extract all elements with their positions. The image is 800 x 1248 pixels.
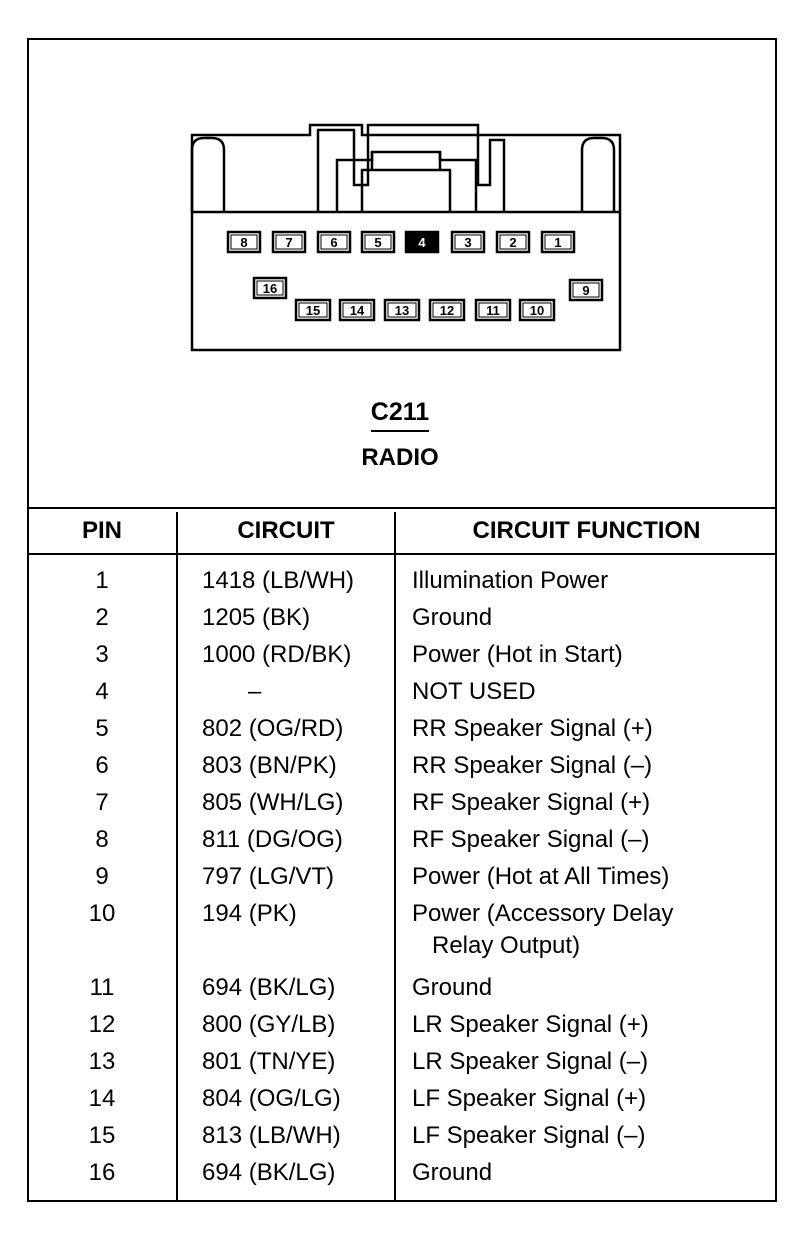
circuit-value: 1000 (RD/BK)	[202, 641, 352, 668]
pin-number: 6	[95, 752, 109, 779]
circuit-function	[412, 787, 650, 819]
connector-pin-16	[254, 278, 286, 298]
table-row	[0, 1009, 800, 1046]
circuit-function-text: Ground	[412, 1159, 493, 1186]
connector-pin-3	[452, 232, 484, 252]
connector-pin-label: 15	[305, 303, 321, 318]
table-row	[0, 676, 800, 713]
pin-number: 1	[95, 567, 109, 594]
connector-pin-label: 12	[439, 303, 455, 318]
circuit-function	[412, 565, 608, 597]
connector-pin-5	[362, 232, 394, 252]
circuit-value: 804 (OG/LG)	[202, 1085, 341, 1112]
circuit-function-text: LR Speaker Signal (–)	[412, 1048, 649, 1075]
table-row	[0, 787, 800, 824]
circuit-function	[412, 1083, 646, 1115]
pin-table	[0, 565, 800, 1194]
connector-pin-label: 1	[554, 235, 562, 250]
connector-pin-10	[520, 300, 554, 320]
table-row	[0, 1083, 800, 1120]
pin-number: 3	[95, 641, 109, 668]
connector-pin-label: 4	[418, 235, 426, 250]
connector-pin-11	[476, 300, 510, 320]
pin-number: 12	[88, 1011, 116, 1038]
table-row	[0, 1157, 800, 1194]
circuit-function	[412, 861, 669, 893]
circuit-value: 694 (BK/LG)	[202, 1159, 336, 1186]
circuit-function	[412, 824, 649, 856]
connector-pin-label: 2	[509, 235, 517, 250]
connector-name: RADIO	[361, 444, 439, 471]
table-row	[0, 1046, 800, 1083]
table-row	[0, 713, 800, 750]
table-top-rule	[27, 507, 777, 509]
circuit-function-text: LR Speaker Signal (+)	[412, 1011, 649, 1038]
connector-pin-label: 11	[486, 303, 500, 318]
connector-pin-label: 6	[330, 235, 338, 250]
connector-pin-15	[296, 300, 330, 320]
connector-id: C211	[371, 398, 429, 432]
circuit-value: 811 (DG/OG)	[202, 826, 343, 853]
connector-pin-9	[570, 280, 602, 300]
connector-drawing	[0, 0, 800, 400]
circuit-function	[412, 713, 653, 745]
connector-pins	[228, 232, 602, 320]
pin-number: 16	[88, 1159, 116, 1186]
circuit-value: 805 (WH/LG)	[202, 789, 344, 816]
circuit-value: 802 (OG/RD)	[202, 715, 344, 742]
connector-pin-label: 10	[529, 303, 545, 318]
table-row	[0, 1120, 800, 1157]
circuit-function	[412, 602, 492, 634]
pin-number: 11	[89, 974, 115, 1001]
circuit-function-text: RR Speaker Signal (+)	[412, 715, 653, 742]
connector-title-block	[0, 398, 800, 472]
circuit-function-text: RF Speaker Signal (+)	[412, 789, 651, 816]
connector-pin-14	[340, 300, 374, 320]
circuit-function	[412, 972, 492, 1004]
circuit-value: 194 (PK)	[202, 900, 297, 927]
circuit-function-text: LF Speaker Signal (+)	[412, 1085, 647, 1112]
pin-number: 15	[88, 1122, 116, 1149]
header-pin: PIN	[81, 517, 122, 544]
circuit-function	[412, 1046, 648, 1078]
table-row	[0, 602, 800, 639]
pin-number: 4	[95, 678, 109, 705]
pin-number: 10	[88, 900, 116, 927]
connector-pin-label: 8	[240, 235, 248, 250]
pin-number: 2	[95, 604, 109, 631]
circuit-value: 1205 (BK)	[202, 604, 311, 631]
table-row	[0, 750, 800, 787]
circuit-function-text: Power (Hot at All Times)	[412, 863, 670, 890]
connector-pin-label: 9	[582, 283, 590, 298]
circuit-value: 797 (LG/VT)	[202, 863, 335, 890]
circuit-function-text: NOT USED	[412, 678, 536, 705]
pin-number: 14	[88, 1085, 116, 1112]
table-row	[0, 861, 800, 898]
circuit-function-text: Power (Accessory Delay	[412, 900, 674, 927]
circuit-function-continuation: Relay Output)	[432, 932, 581, 959]
connector-pin-label: 13	[394, 303, 410, 318]
circuit-function	[412, 750, 652, 782]
connector-pin-12	[430, 300, 464, 320]
connector-pin-label: 14	[349, 303, 365, 318]
circuit-value: –	[248, 678, 262, 705]
connector-pin-label: 7	[285, 235, 293, 250]
table-row	[0, 639, 800, 676]
connector-pin-1	[542, 232, 574, 252]
circuit-function-text: Ground	[412, 974, 493, 1001]
circuit-function	[412, 1120, 645, 1152]
connector-pin-6	[318, 232, 350, 252]
table-row	[0, 972, 800, 1009]
table-row	[0, 824, 800, 861]
connector-pin-label: 3	[464, 235, 472, 250]
circuit-function	[412, 676, 536, 708]
circuit-function	[412, 1009, 649, 1041]
connector-pin-2	[497, 232, 529, 252]
table-row	[0, 565, 800, 602]
circuit-value: 813 (LB/WH)	[202, 1122, 341, 1149]
table-row	[0, 898, 800, 972]
connector-pin-7	[273, 232, 305, 252]
connector-pin-label: 5	[374, 235, 382, 250]
circuit-value: 803 (BN/PK)	[202, 752, 337, 779]
circuit-function-text: Ground	[412, 604, 493, 631]
circuit-function-text: LF Speaker Signal (–)	[412, 1122, 646, 1149]
circuit-value: 1418 (LB/WH)	[202, 567, 355, 594]
circuit-function-text: Power (Hot in Start)	[412, 641, 623, 668]
pin-number: 8	[95, 826, 109, 853]
circuit-function	[412, 639, 623, 671]
circuit-function	[412, 898, 673, 962]
circuit-function	[412, 1157, 492, 1189]
circuit-function-text: Illumination Power	[412, 567, 609, 594]
connector-pin-8	[228, 232, 260, 252]
circuit-function-text: RR Speaker Signal (–)	[412, 752, 653, 779]
header-circuit: CIRCUIT	[237, 517, 335, 544]
pin-number: 13	[88, 1048, 116, 1075]
circuit-function-text: RF Speaker Signal (–)	[412, 826, 650, 853]
pin-number: 7	[95, 789, 109, 816]
circuit-value: 694 (BK/LG)	[202, 974, 336, 1001]
connector-pin-4	[406, 232, 438, 252]
pin-number: 5	[95, 715, 109, 742]
circuit-value: 800 (GY/LB)	[202, 1011, 336, 1038]
table-header-rule	[27, 553, 777, 555]
header-circuit-function: CIRCUIT FUNCTION	[472, 517, 701, 544]
connector-pin-13	[385, 300, 419, 320]
pin-number: 9	[95, 863, 109, 890]
connector-pin-label: 16	[262, 281, 278, 296]
circuit-value: 801 (TN/YE)	[202, 1048, 336, 1075]
